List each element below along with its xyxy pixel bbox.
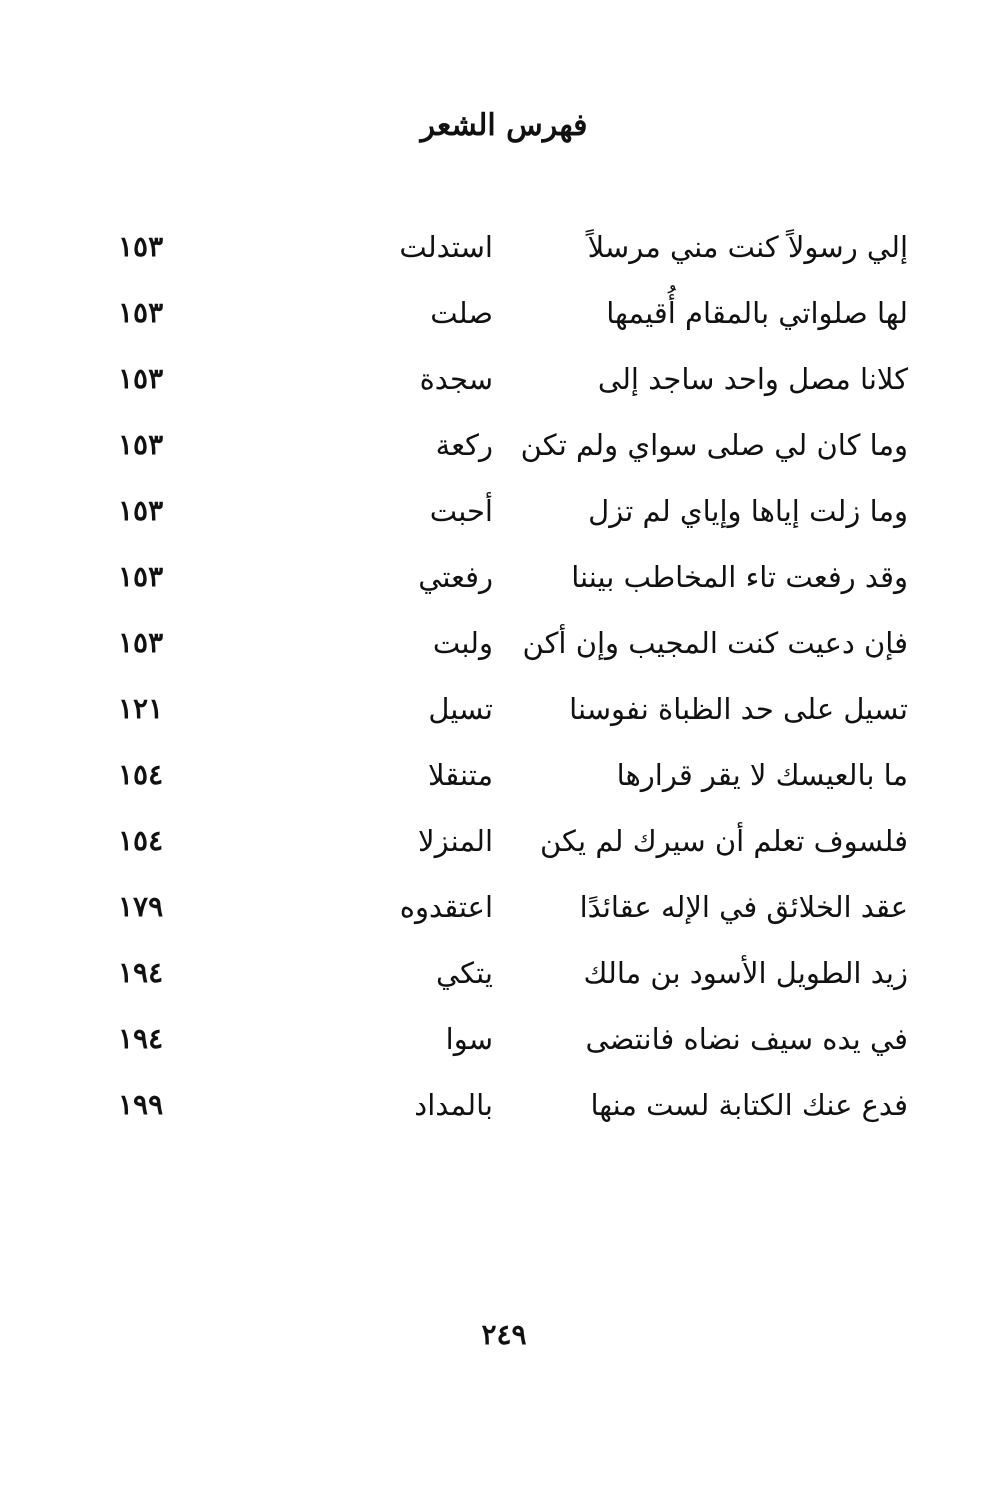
- verse-text: فدع عنك الكتابة لست منها: [590, 1088, 908, 1122]
- page-number: ٢٤٩: [481, 1318, 527, 1351]
- index-row: [0, 946, 1008, 1012]
- rhyme-word: سجدة: [419, 362, 493, 396]
- index-row: [0, 814, 1008, 880]
- rhyme-word: ولبت: [432, 626, 493, 660]
- verse-text: ما بالعيسك لا يقر قرارها: [616, 758, 908, 792]
- page-title: فهرس الشعر: [420, 108, 588, 143]
- rhyme-word: أحبت: [429, 494, 493, 528]
- index-row: [0, 1012, 1008, 1078]
- index-row: [0, 880, 1008, 946]
- rhyme-word: متنقلا: [427, 758, 493, 792]
- poetry-index-table: [0, 220, 1008, 1160]
- page-reference: ١٢١: [118, 692, 164, 725]
- page-reference: ١٩٤: [118, 1022, 164, 1055]
- verse-text: تسيل على حد الظباة نفوسنا: [569, 692, 908, 726]
- index-row: [0, 418, 1008, 484]
- verse-text: فلسوف تعلم أن سيرك لم يكن: [539, 824, 908, 858]
- rhyme-word: تسيل: [428, 692, 493, 726]
- index-row: [0, 484, 1008, 550]
- rhyme-word: سوا: [445, 1022, 493, 1056]
- rhyme-word: بالمداد: [414, 1088, 493, 1122]
- page-reference: ١٩٩: [118, 1088, 164, 1121]
- verse-text: إلي رسولاً كنت مني مرسلاً: [587, 230, 908, 264]
- verse-text: فإن دعيت كنت المجيب وإن أكن: [522, 626, 908, 660]
- rhyme-word: المنزلا: [418, 824, 493, 858]
- page-reference: ١٥٣: [118, 296, 164, 329]
- verse-text: كلانا مصل واحد ساجد إلى: [597, 362, 908, 396]
- rhyme-word: اعتقدوه: [399, 890, 493, 924]
- rhyme-word: ركعة: [435, 428, 493, 462]
- rhyme-word: صلت: [430, 296, 493, 330]
- page-reference: ١٥٣: [118, 494, 164, 527]
- index-row: [0, 1078, 1008, 1144]
- index-row: [0, 286, 1008, 352]
- verse-text: عقد الخلائق في الإله عقائدًا: [579, 890, 908, 924]
- page-reference: ١٥٤: [118, 758, 164, 791]
- index-row: [0, 220, 1008, 286]
- verse-text: وما كان لي صلى سواي ولم تكن: [520, 428, 908, 462]
- index-row: [0, 682, 1008, 748]
- verse-text: زيد الطويل الأسود بن مالك: [583, 956, 908, 990]
- verse-text: وما زلت إياها وإياي لم تزل: [588, 494, 908, 528]
- page-reference: ١٥٣: [118, 428, 164, 461]
- page-reference: ١٥٣: [118, 362, 164, 395]
- index-row: [0, 616, 1008, 682]
- page-reference: ١٩٤: [118, 956, 164, 989]
- index-row: [0, 550, 1008, 616]
- page-reference: ١٥٤: [118, 824, 164, 857]
- index-row: [0, 748, 1008, 814]
- page-reference: ١٥٣: [118, 560, 164, 593]
- verse-text: وقد رفعت تاء المخاطب بيننا: [571, 560, 908, 594]
- verse-text: لها صلواتي بالمقام أُقيمها: [606, 296, 908, 330]
- rhyme-word: استدلت: [399, 230, 493, 264]
- page-reference: ١٧٩: [118, 890, 164, 923]
- verse-text: في يده سيف نضاه فانتضى: [585, 1022, 908, 1056]
- page-reference: ١٥٣: [118, 626, 164, 659]
- page-reference: ١٥٣: [118, 230, 164, 263]
- index-row: [0, 352, 1008, 418]
- rhyme-word: يتكي: [435, 956, 493, 990]
- rhyme-word: رفعتي: [418, 560, 493, 594]
